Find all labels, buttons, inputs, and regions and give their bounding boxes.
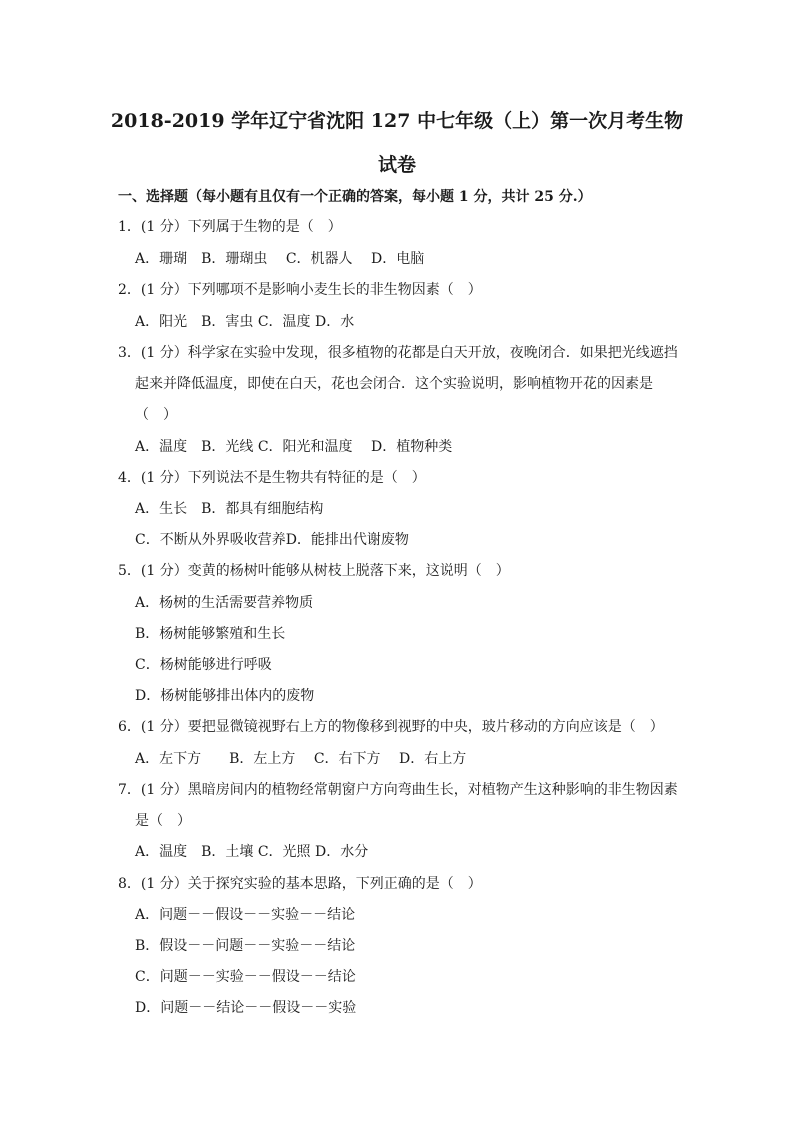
question-5-option-a: A．杨树的生活需要营养物质 xyxy=(135,595,314,611)
question-8-stem: 8．(1 分）关于探究实验的基本思路，下列正确的是（ ） xyxy=(118,876,482,892)
question-7-continuation: 是（ ） xyxy=(135,813,191,829)
question-3-continuation-1: 起来并降低温度，即使在白天，花也会闭合．这个实验说明，影响植物开花的因素是 xyxy=(135,376,653,392)
question-5-option-b: B．杨树能够繁殖和生长 xyxy=(135,626,286,642)
question-6-stem: 6．(1 分）要把显微镜视野右上方的物像移到视野的中央，玻片移动的方向应该是（ ） xyxy=(118,719,664,735)
page-title-line-2: 试卷 xyxy=(377,154,416,176)
question-5-stem: 5．(1 分）变黄的杨树叶能够从树枝上脱落下来，这说明（ ） xyxy=(118,563,510,579)
question-8-option-a: A．问题－－假设－－实验－－结论 xyxy=(135,907,356,923)
page-title-line-1: 2018-2019 学年辽宁省沈阳 127 中七年级（上）第一次月考生物 xyxy=(110,110,684,132)
question-8-option-d: D．问题－－结论－－假设－－实验 xyxy=(135,1000,357,1016)
question-8-option-c: C．问题－－实验－－假设－－结论 xyxy=(135,969,356,985)
question-7-options: A．温度 B．土壤 C．光照 D．水分 xyxy=(135,844,369,860)
question-5-option-d: D．杨树能够排出体内的废物 xyxy=(135,688,315,704)
question-3-options: A．温度 B．光线 C．阳光和温度 D．植物种类 xyxy=(135,439,453,455)
question-1-options: A．珊瑚 B．珊瑚虫 C．机器人 D．电脑 xyxy=(135,251,425,267)
question-4-options-line-2: C．不断从外界吸收营养D．能排出代谢废物 xyxy=(135,532,409,548)
question-4-options-line-1: A．生长 B．都具有细胞结构 xyxy=(135,501,324,517)
section-heading: 一、选择题（每小题有且仅有一个正确的答案，每小题 1 分，共计 25 分.） xyxy=(118,189,592,205)
question-4-stem: 4．(1 分）下列说法不是生物共有特征的是（ ） xyxy=(118,470,426,486)
question-7-stem: 7．(1 分）黑暗房间内的植物经常朝窗户方向弯曲生长，对植物产生这种影响的非生物因素 xyxy=(118,782,678,798)
question-6-options: A．左下方 B．左上方 C．右下方 D．右上方 xyxy=(135,751,467,767)
question-5-option-c: C．杨树能够进行呼吸 xyxy=(135,657,272,673)
question-8-option-b: B．假设－－问题－－实验－－结论 xyxy=(135,938,356,954)
question-1-stem: 1．(1 分）下列属于生物的是（ ） xyxy=(118,219,342,235)
question-3-stem: 3．(1 分）科学家在实验中发现，很多植物的花都是白天开放，夜晚闭合．如果把光线遮挡 xyxy=(118,345,678,361)
question-2-options: A．阳光 B．害虫 C．温度 D．水 xyxy=(135,314,355,330)
question-3-continuation-2: （ ） xyxy=(135,407,177,423)
question-2-stem: 2．(1 分）下列哪项不是影响小麦生长的非生物因素（ ） xyxy=(118,282,482,298)
